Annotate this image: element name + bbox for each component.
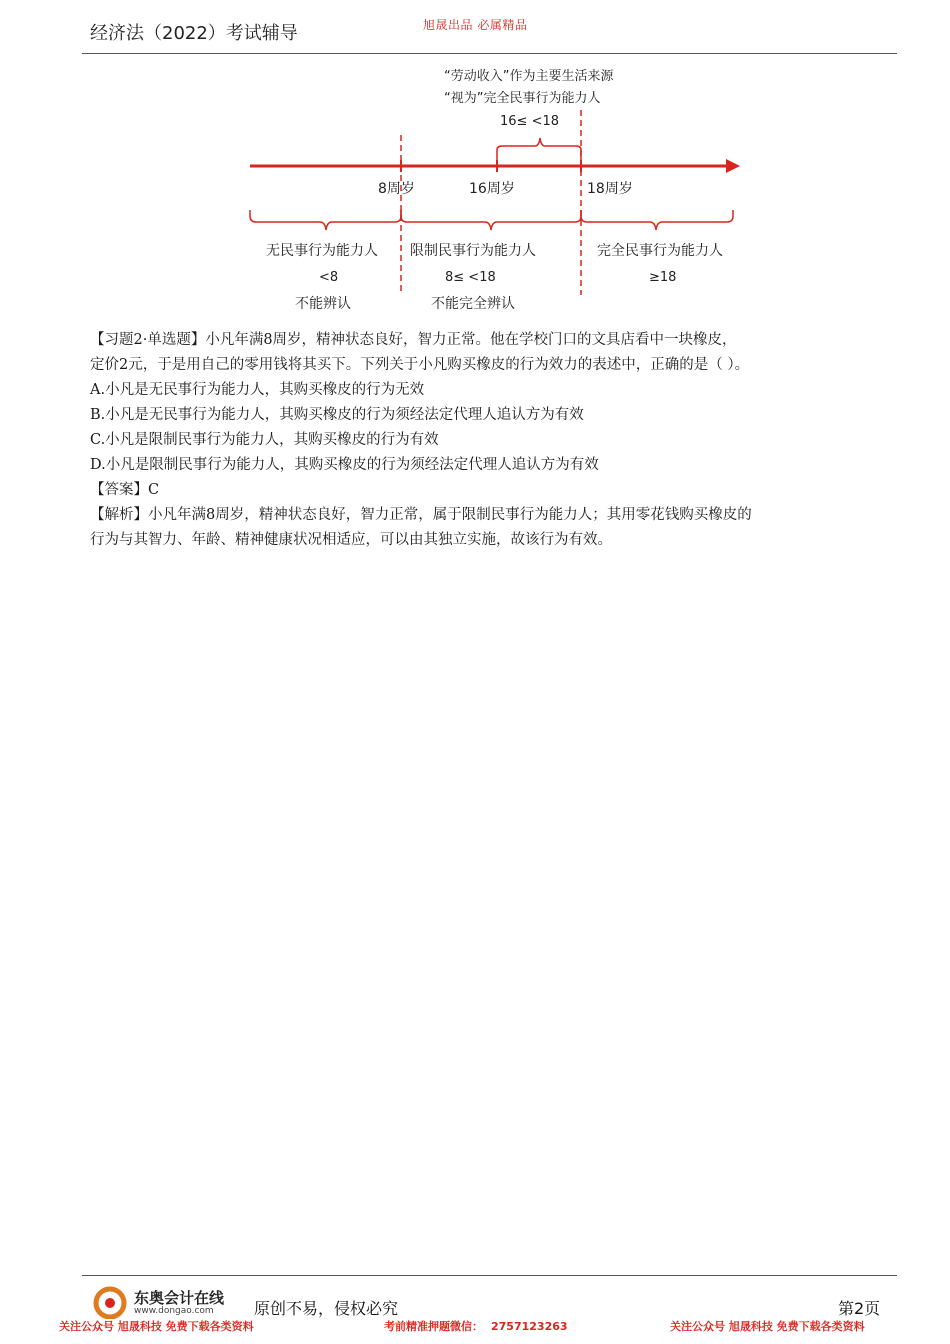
footer-promo-center xyxy=(384,1318,568,1334)
group1-range: <8 xyxy=(319,270,339,285)
diagram-top-note-2: “视为”完全民事行为能力人 xyxy=(444,91,601,106)
tick-label-18: 18周岁 xyxy=(587,181,633,197)
top-range-bracket xyxy=(497,138,581,160)
brace-group-1 xyxy=(250,210,401,230)
brace-group-2 xyxy=(401,210,581,230)
logo-text: 东奥会计在线 xyxy=(134,1289,225,1307)
tick-label-8: 8周岁 xyxy=(378,181,415,197)
brace-group-3 xyxy=(581,210,733,230)
option-b: B.小凡是无民事行为能力人，其购买橡皮的行为须经法定代理人追认方为有效 xyxy=(90,407,584,423)
question-block xyxy=(90,328,902,553)
group2-note: 不能完全辨认 xyxy=(431,296,515,312)
analysis-line-2: 行为与其智力、年龄、精神健康状况相适应，可以由其独立实施，故该行为有效。 xyxy=(90,532,612,548)
option-d: D.小凡是限制民事行为能力人，其购买橡皮的行为须经法定代理人追认方为有效 xyxy=(90,457,599,473)
group2-range: 8≤ <18 xyxy=(445,270,496,285)
dongao-logo-icon xyxy=(92,1285,132,1319)
tick-label-16: 16周岁 xyxy=(469,181,515,197)
axis-arrowhead xyxy=(726,159,740,173)
group3-range: ≥18 xyxy=(649,270,677,285)
question-stem-line-1: 【习题2·单选题】小凡年满8周岁，精神状态良好，智力正常。他在学校门口的文具店看中一块橡皮， xyxy=(90,332,737,348)
page-number: 第2页 xyxy=(838,1299,881,1318)
answer-line: 【答案】C xyxy=(90,482,160,498)
option-c: C.小凡是限制民事行为能力人，其购买橡皮的行为有效 xyxy=(90,432,439,448)
question-stem-line-2: 定价2元，于是用自己的零用钱将其买下。下列关于小凡购买橡皮的行为效力的表述中，正确的是（ ）。 xyxy=(90,357,750,373)
diagram-top-note-1: “劳动收入”作为主要生活来源 xyxy=(444,69,614,84)
diagram-top-range: 16≤ <18 xyxy=(500,114,560,129)
footer-wechat-number: 2757123263 xyxy=(491,1320,568,1333)
footer-slogan: 原创不易，侵权必究 xyxy=(254,1299,399,1318)
logo-url: www.dongao.com xyxy=(134,1306,214,1316)
page-header-title: 经济法（2022）考试辅导 xyxy=(90,23,298,44)
footer-divider xyxy=(82,1275,897,1276)
header-divider xyxy=(82,53,897,54)
header-brand-text: 旭晟出品 必属精品 xyxy=(423,18,528,32)
footer-promo-left: 关注公众号 旭晟科技 免费下载各类资料 xyxy=(59,1320,254,1333)
dongao-logo xyxy=(92,1285,232,1319)
option-a: A.小凡是无民事行为能力人，其购买橡皮的行为无效 xyxy=(90,382,425,398)
group2-label: 限制民事行为能力人 xyxy=(410,243,536,259)
footer-wechat-label: 考前精准押题微信： xyxy=(384,1320,483,1333)
group1-note: 不能辨认 xyxy=(295,296,351,312)
footer-promo-right: 关注公众号 旭晟科技 免费下载各类资料 xyxy=(670,1320,865,1333)
analysis-line-1: 【解析】小凡年满8周岁，精神状态良好，智力正常，属于限制民事行为能力人；其用零花钱购买橡皮的 xyxy=(90,507,752,523)
group1-label: 无民事行为能力人 xyxy=(266,243,378,259)
age-capacity-diagram xyxy=(230,60,760,318)
group3-label: 完全民事行为能力人 xyxy=(597,243,723,259)
